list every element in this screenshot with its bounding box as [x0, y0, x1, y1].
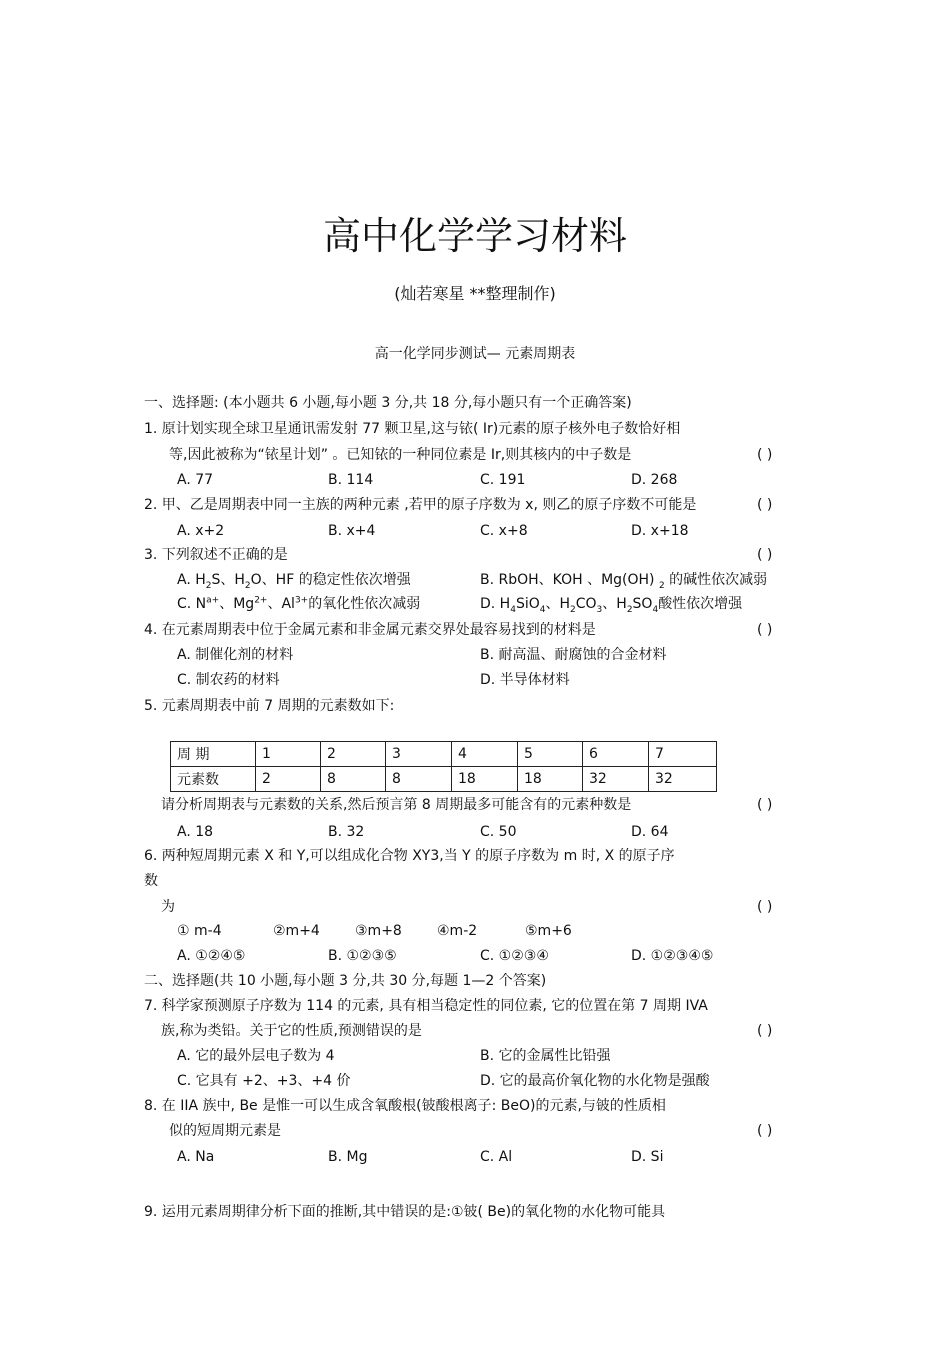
table-cell: 18	[452, 767, 518, 792]
q5-prompt: 请分析周期表与元素数的关系,然后预言第 8 周期最多可能含有的元素种数是	[161, 797, 632, 813]
q6-option-c: C. ①②③④	[480, 948, 549, 964]
q6-option-a: A. ①②④⑤	[177, 948, 246, 964]
answer-blank: ( )	[757, 497, 773, 513]
q6-item-2: ②m+4	[273, 923, 320, 939]
answer-blank: ( )	[757, 1023, 773, 1039]
table-cell: 8	[321, 767, 386, 792]
q6-item-3: ③m+8	[355, 923, 402, 939]
q3-option-c: C. $N^{a+}$、$Mg^{2+}$、$Al^{3+}$的氧化性依次减弱	[177, 595, 421, 612]
q1-option-c: C. 191	[480, 472, 526, 488]
q1-stem-line1: 1. 原计划实现全球卫星通讯需发射 77 颗卫星,这与铱( Ir)元素的原子核外电子数恰好相	[144, 421, 681, 437]
test-heading: 高一化学同步测试— 元素周期表	[374, 346, 576, 362]
q2-option-b: B. x+4	[328, 523, 376, 539]
q3-option-a: A. $H_2S$、$H_2O$、HF 的稳定性依次增强	[177, 572, 411, 591]
table-cell: 7	[649, 742, 717, 767]
q8-option-a: A. Na	[177, 1149, 215, 1165]
table-cell: 3	[386, 742, 452, 767]
period-element-table	[170, 741, 717, 792]
q8-stem-line2: 似的短周期元素是	[169, 1123, 281, 1139]
q8-option-d: D. Si	[631, 1149, 664, 1165]
q4-option-b: B. 耐高温、耐腐蚀的合金材料	[480, 647, 667, 663]
q6-item-1: ① m-4	[177, 923, 222, 939]
table-cell: 18	[518, 767, 583, 792]
q1-option-b: B. 114	[328, 472, 374, 488]
table-cell: 1	[256, 742, 321, 767]
table-cell: 2	[256, 767, 321, 792]
q7-option-c: C. 它具有 +2、+3、+4 价	[177, 1073, 351, 1089]
q2-option-d: D. x+18	[631, 523, 689, 539]
q5-stem: 5. 元素周期表中前 7 周期的元素数如下:	[144, 698, 395, 714]
q3-stem: 3. 下列叙述不正确的是	[144, 547, 288, 563]
q5-option-c: C. 50	[480, 824, 517, 840]
table-cell: 32	[583, 767, 649, 792]
q2-option-a: A. x+2	[177, 523, 225, 539]
q1-option-d: D. 268	[631, 472, 678, 488]
table-cell: 元素数	[171, 767, 256, 792]
q5-option-d: D. 64	[631, 824, 669, 840]
q6-item-5: ⑤m+6	[525, 923, 572, 939]
section-2-heading: 二、选择题(共 10 小题,每小题 3 分,共 30 分,每题 1—2 个答案)	[144, 973, 547, 989]
page-subtitle: (灿若寒星 **整理制作)	[394, 284, 556, 303]
q1-option-a: A. 77	[177, 472, 214, 488]
q6-option-d: D. ①②③④⑤	[631, 948, 714, 964]
q8-option-b: B. Mg	[328, 1149, 368, 1165]
q9-stem-line1: 9. 运用元素周期律分析下面的推断,其中错误的是:①铍( Be)的氧化物的水化物可能具	[144, 1204, 666, 1220]
q3-option-d: D. $H_4SiO_4$、$H_2CO_3$、$H_2SO_4$酸性依次增强	[480, 596, 743, 615]
page-title: 高中化学学习材料	[322, 214, 627, 258]
q7-stem-line2: 族,称为类铅。关于它的性质,预测错误的是	[161, 1023, 422, 1039]
q7-option-a: A. 它的最外层电子数为 4	[177, 1048, 335, 1064]
q7-option-d: D. 它的最高价氧化物的水化物是强酸	[480, 1073, 710, 1089]
answer-blank: ( )	[757, 1123, 773, 1139]
q4-option-a: A. 制催化剂的材料	[177, 647, 294, 663]
table-row	[171, 742, 717, 767]
q4-option-c: C. 制农药的材料	[177, 672, 280, 688]
q3-option-b: B. RbOH、KOH 、Mg(OH) $_2$ 的碱性依次减弱	[480, 572, 768, 591]
q6-option-b: B. ①②③⑤	[328, 948, 397, 964]
table-cell: 4	[452, 742, 518, 767]
q5-option-b: B. 32	[328, 824, 365, 840]
answer-blank: ( )	[757, 547, 773, 563]
section-1-heading: 一、选择题: (本小题共 6 小题,每小题 3 分,共 18 分,每小题只有一个正确答案)	[144, 395, 632, 411]
answer-blank: ( )	[757, 797, 773, 813]
q6-stem-line2: 数	[144, 873, 158, 889]
table-cell: 5	[518, 742, 583, 767]
answer-blank: ( )	[757, 447, 773, 463]
table-cell: 8	[386, 767, 452, 792]
q4-stem: 4. 在元素周期表中位于金属元素和非金属元素交界处最容易找到的材料是	[144, 622, 596, 638]
table-cell: 32	[649, 767, 717, 792]
answer-blank: ( )	[757, 899, 773, 915]
table-row	[171, 767, 717, 792]
q2-option-c: C. x+8	[480, 523, 528, 539]
answer-blank: ( )	[757, 622, 773, 638]
q6-stem-line3: 为	[161, 899, 175, 915]
q7-stem-line1: 7. 科学家预测原子序数为 114 的元素, 具有相当稳定性的同位素, 它的位置在第 7 周期 IVA	[144, 998, 708, 1014]
q8-option-c: C. Al	[480, 1149, 513, 1165]
q8-stem-line1: 8. 在 IIA 族中, Be 是惟一可以生成含氧酸根(铍酸根离子: BeO)的元素,与铍的性质相	[144, 1098, 666, 1114]
q6-stem-line1: 6. 两种短周期元素 X 和 Y,可以组成化合物 XY3,当 Y 的原子序数为 m 时, X 的原子序	[144, 848, 675, 864]
q1-stem-line2: 等,因此被称为“铱星计划” 。已知铱的一种同位素是 Ir,则其核内的中子数是	[169, 447, 632, 463]
q4-option-d: D. 半导体材料	[480, 672, 570, 688]
q6-item-4: ④m-2	[437, 923, 478, 939]
q7-option-b: B. 它的金属性比铅强	[480, 1048, 611, 1064]
q5-option-a: A. 18	[177, 824, 214, 840]
table-cell: 周 期	[171, 742, 256, 767]
q2-stem: 2. 甲、乙是周期表中同一主族的两种元素 ,若甲的原子序数为 x, 则乙的原子序数不可能是	[144, 497, 697, 513]
table-cell: 6	[583, 742, 649, 767]
table-cell: 2	[321, 742, 386, 767]
